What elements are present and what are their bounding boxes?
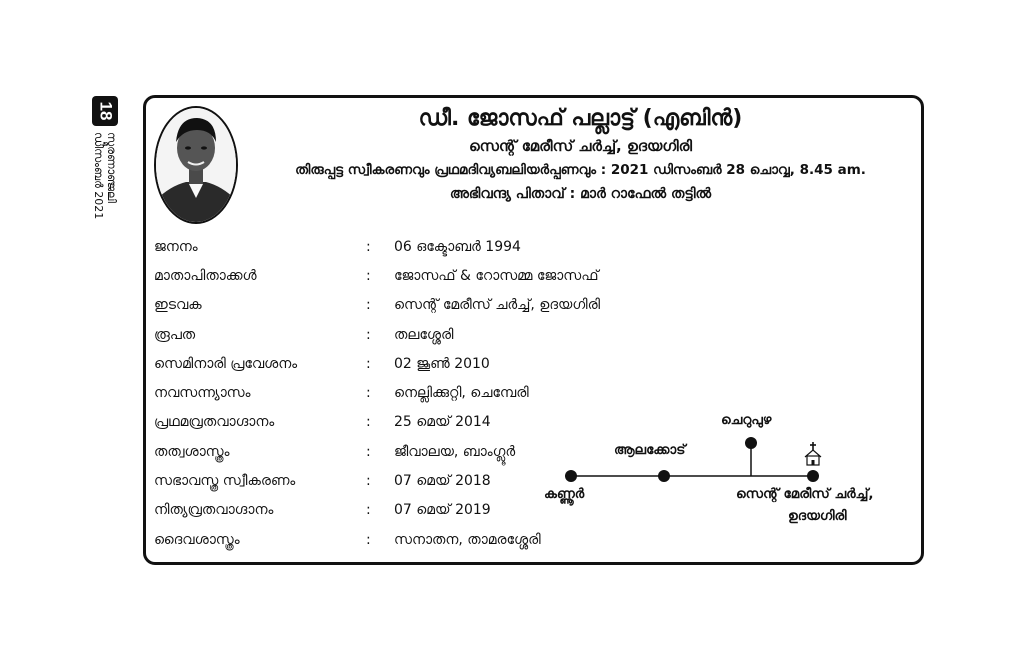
detail-value: സെന്റ് മേരീസ് ചർച്ച്, ഉദയഗിരി xyxy=(394,297,601,314)
bishop-info: അഭിവന്ദ്യ പിതാവ് : മാർ റാഫേൽ തട്ടിൽ xyxy=(449,186,712,202)
route-map xyxy=(526,398,926,533)
detail-value: 25 മെയ് 2014 xyxy=(394,414,491,431)
detail-label: ജനനം xyxy=(154,238,198,255)
start-label: കണ്ണൂർ xyxy=(544,486,585,502)
destination-label-line2: ഉദയഗിരി xyxy=(788,508,847,524)
portrait-photo xyxy=(154,106,238,224)
stop-label: ആലക്കോട് xyxy=(614,442,686,458)
detail-row: ഇടവക : സെന്റ് മേരീസ് ചർച്ച്, ഉദയഗിരി xyxy=(154,297,601,314)
church-icon xyxy=(805,442,821,465)
deacon-name: ഡീ. ജോസഫ് പല്ലാട്ട് (എബിൻ) xyxy=(418,106,743,131)
detail-label: നിത്യവ്രതവാഗ്ദാനം xyxy=(154,502,274,519)
detail-row: സെമിനാരി പ്രവേശനം : 02 ജൂൺ 2010 xyxy=(154,355,490,372)
detail-value: 02 ജൂൺ 2010 xyxy=(394,355,490,372)
detail-value: 07 മെയ് 2019 xyxy=(394,502,491,519)
detail-label: നവസന്ന്യാസം xyxy=(154,385,251,402)
detail-row: മാതാപിതാക്കൾ : ജോസഫ് & റോസമ്മ ജോസഫ് xyxy=(154,267,599,284)
detail-row: ദൈവശാസ്ത്രം : സനാതന, താമരശ്ശേരി xyxy=(154,531,541,548)
detail-row: സഭാവസ്ത്ര സ്വീകരണം : 07 മെയ് 2018 xyxy=(154,473,491,490)
side-tab xyxy=(92,96,118,266)
detail-label: മാതാപിതാക്കൾ xyxy=(154,267,257,284)
destination-label-line1: സെന്റ് മേരീസ് ചർച്ച്, xyxy=(736,486,874,502)
start-dot xyxy=(565,470,577,482)
detail-value: തലശ്ശേരി xyxy=(394,326,454,343)
ordination-info: തിരുപ്പട്ട സ്വീകരണവും പ്രഥമദിവ്യബലിയർപ്പണവും : 2021 ഡിസംബർ 28 ചൊവ്വ, 8.45 am. xyxy=(295,162,866,178)
detail-label: പ്രഥമവ്രതവാഗ്ദാനം xyxy=(154,414,275,431)
church-name: സെന്റ് മേരീസ് ചർച്ച്, ഉദയഗിരി xyxy=(468,137,693,155)
detail-row: ജനനം : 06 ഒക്ടോബർ 1994 xyxy=(154,238,521,255)
detail-label: സഭാവസ്ത്ര സ്വീകരണം xyxy=(154,473,296,490)
detail-row: പ്രഥമവ്രതവാഗ്ദാനം : 25 മെയ് 2014 xyxy=(154,414,491,431)
destination-dot xyxy=(807,470,819,482)
branch-dot xyxy=(745,437,757,449)
detail-value: സനാതന, താമരശ്ശേരി xyxy=(394,531,541,548)
side-caption-line2: ഡിസംബർ 2021 xyxy=(92,132,105,220)
side-caption xyxy=(92,132,118,219)
header xyxy=(246,104,915,206)
profile-card xyxy=(143,95,924,565)
detail-row: രൂപത : തലശ്ശേരി xyxy=(154,326,454,343)
detail-value: നെല്ലിക്കുറ്റി, ചെമ്പേരി xyxy=(394,385,529,402)
detail-label: തത്വശാസ്ത്രം xyxy=(154,443,230,460)
stop-dot xyxy=(658,470,670,482)
detail-label: സെമിനാരി പ്രവേശനം xyxy=(154,355,298,372)
person-icon xyxy=(156,108,236,222)
detail-value: 06 ഒക്ടോബർ 1994 xyxy=(394,238,521,255)
detail-label: ഇടവക xyxy=(154,297,202,314)
detail-value: ജീവാലയ, ബാംഗ്ലൂർ xyxy=(394,443,516,460)
page-number: 18 xyxy=(92,96,118,126)
detail-value: 07 മെയ് 2018 xyxy=(394,473,491,490)
detail-row: തത്വശാസ്ത്രം : ജീവാലയ, ബാംഗ്ലൂർ xyxy=(154,443,516,460)
detail-row: നിത്യവ്രതവാഗ്ദാനം : 07 മെയ് 2019 xyxy=(154,502,491,519)
detail-value: ജോസഫ് & റോസമ്മ ജോസഫ് xyxy=(394,267,599,284)
side-caption-line1: സ്മരണാഞ്ജലി xyxy=(105,132,118,203)
detail-label: ദൈവശാസ്ത്രം xyxy=(154,531,240,548)
detail-label: രൂപത xyxy=(154,326,196,343)
branch-label: ചെറുപുഴ xyxy=(721,412,772,428)
detail-row: നവസന്ന്യാസം : നെല്ലിക്കുറ്റി, ചെമ്പേരി xyxy=(154,385,529,402)
